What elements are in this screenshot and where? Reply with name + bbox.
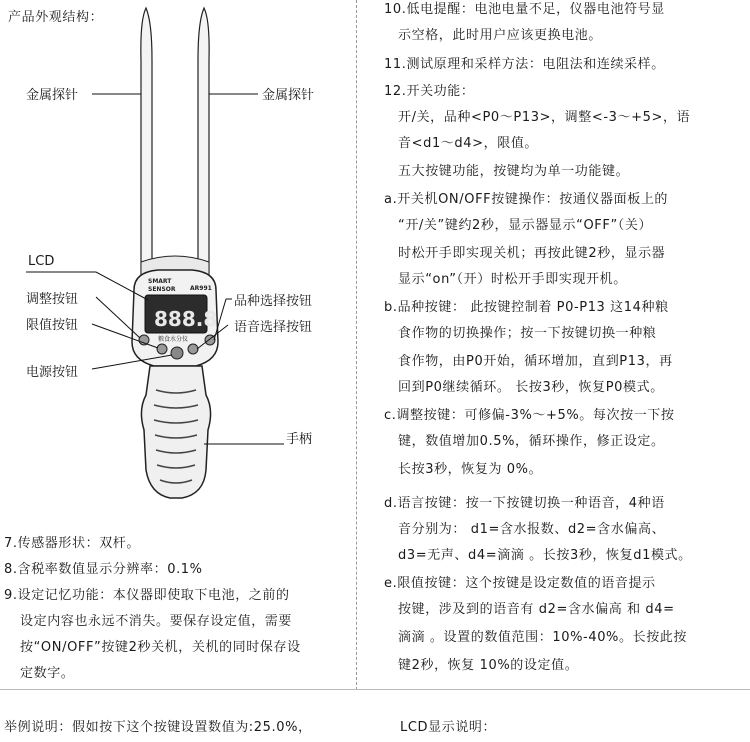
spec-line: 音<d1～d4>，限值。 — [398, 136, 539, 151]
column-divider — [356, 0, 357, 690]
spec-line: 示空格，此时用户应该更换电池。 — [398, 28, 603, 43]
spec-line: 食作物的切换操作；按一下按键切换一种粮 — [398, 326, 657, 341]
spec-line: b.品种按键： 此按键控制着 P0-P13 这14种粮 — [384, 300, 669, 315]
spec-line: 时松开手即实现关机；再按此键2秒，显示器 — [398, 246, 666, 261]
spec-line: c.调整按键：可修偏-3%～+5%。每次按一下按 — [384, 408, 675, 423]
spec-line: 8.含税率数值显示分辨率：0.1% — [4, 562, 203, 577]
power-button-shape — [171, 347, 183, 359]
spec-line: 按“ON/OFF”按键2秒关机，关机的同时保存设 — [20, 640, 301, 655]
label-limit-button: 限值按钮 — [26, 318, 79, 333]
spec-line: e.限值按键：这个按键是设定数值的语音提示 — [384, 576, 656, 591]
spec-line: 键，数值增加0.5%，循环操作，修正设定。 — [398, 434, 665, 449]
device-handle — [141, 366, 210, 498]
label-voice-button: 语音选择按钮 — [234, 320, 313, 335]
lcd-description-heading: LCD显示说明： — [400, 720, 497, 735]
label-probe-left: 金属探针 — [26, 88, 79, 103]
label-handle: 手柄 — [286, 432, 313, 447]
voice-button-shape — [188, 344, 198, 354]
brand-smart: SMART — [148, 278, 172, 285]
label-variety-button: 品种选择按钮 — [234, 294, 313, 309]
spec-line: 定数字。 — [20, 666, 75, 681]
adjust-button-shape — [139, 335, 149, 345]
section-title: 产品外观结构： — [8, 10, 104, 25]
spec-line: 显示“on”（开）时松开手即实现开机。 — [398, 272, 627, 287]
limit-button-shape — [157, 344, 167, 354]
spec-line: d3=无声、d4=滴滴 。长按3秒，恢复d1模式。 — [398, 548, 692, 563]
spec-line: d.语言按键：按一下按键切换一种语音，4种语 — [384, 496, 665, 511]
spec-line: 开/关，品种<P0～P13>，调整<-3～+5>，语 — [398, 110, 691, 125]
spec-line: 回到P0继续循环。 长按3秒，恢复P0模式。 — [398, 380, 664, 395]
spec-line: 按键，涉及到的语音有 d2=含水偏高 和 d4= — [398, 602, 675, 617]
spec-line: 设定内容也永远不消失。要保存设定值，需要 — [20, 614, 293, 629]
spec-line: 9.设定记忆功能：本仪器即使取下电池，之前的 — [4, 588, 290, 603]
spec-line: 滴滴 。设置的数值范围：10%-40%。长按此按 — [398, 630, 688, 645]
spec-line: 键2秒，恢复 10%的设定值。 — [398, 658, 579, 673]
spec-line: a.开关机ON/OFF按键操作：按通仪器面板上的 — [384, 192, 669, 207]
spec-line: 7.传感器形状：双杆。 — [4, 536, 141, 551]
label-power-button: 电源按钮 — [26, 365, 79, 380]
spec-line: 长按3秒，恢复为 0%。 — [398, 462, 543, 477]
probe-right-shape — [198, 8, 209, 285]
spec-line: 10.低电提醒：电池电量不足，仪器电池符号显 — [384, 2, 665, 17]
probe-left-shape — [141, 8, 152, 285]
lcd-digits: 888.8 — [154, 307, 218, 331]
spec-line: 12.开关功能： — [384, 84, 475, 99]
spec-line: “开/关”键约2秒，显示器显示“OFF”（关） — [398, 218, 653, 233]
label-adjust-button: 调整按钮 — [26, 292, 79, 307]
model-label: AR991 — [190, 285, 212, 292]
spec-line: 11.测试原理和采样方法：电阻法和连续采样。 — [384, 57, 665, 72]
spec-line: 五大按键功能，按键均为单一功能键。 — [398, 164, 630, 179]
label-probe-right: 金属探针 — [262, 88, 315, 103]
screen-caption: 粮食水分仪 — [158, 336, 189, 343]
brand-sensor: SENSOR — [148, 286, 176, 293]
spec-line: 音分别为： d1=含水报数、d2=含水偏高、 — [398, 522, 666, 537]
bottom-divider — [0, 689, 750, 690]
label-lcd: LCD — [28, 254, 55, 269]
spec-line: 食作物，由P0开始，循环增加，直到P13，再 — [398, 354, 673, 369]
example-note: 举例说明：假如按下这个按键设置数值为:25.0%， — [4, 720, 312, 735]
